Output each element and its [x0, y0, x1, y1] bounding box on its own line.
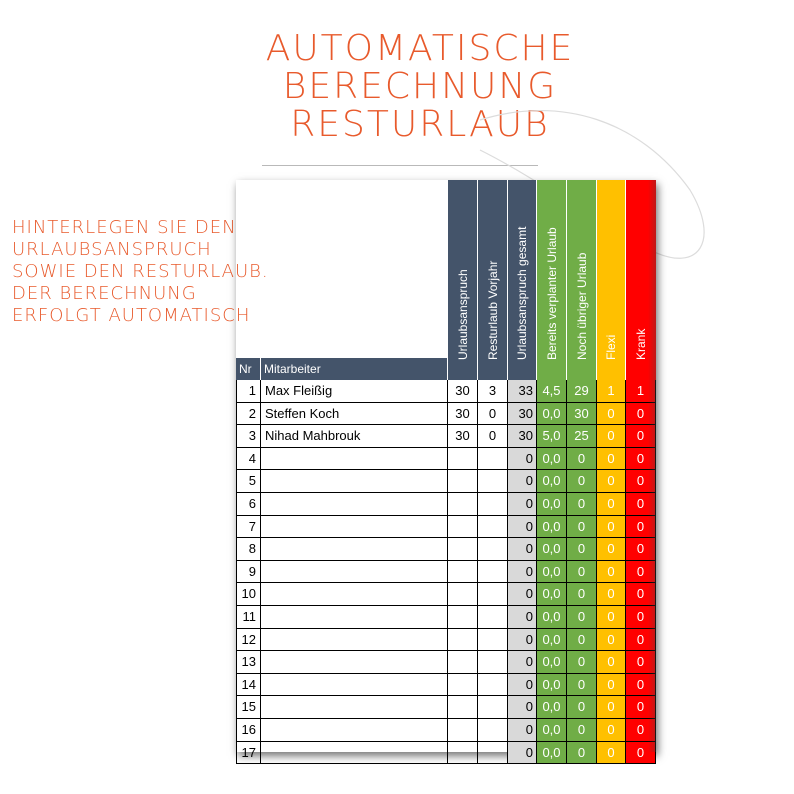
cell-flexi[interactable]: 0 [597, 606, 626, 629]
page-title [200, 30, 640, 144]
cell-resturlaub[interactable] [478, 742, 508, 765]
cell-verplant[interactable]: 0,0 [537, 538, 567, 561]
cell-mitarbeiter[interactable] [261, 606, 448, 629]
cell-gesamt[interactable]: 0 [508, 742, 537, 765]
cell-uebrig[interactable]: 0 [567, 538, 597, 561]
header-urlaubsanspruch-gesamt[interactable] [508, 180, 537, 380]
cell-resturlaub[interactable] [478, 629, 508, 652]
cell-urlaubsanspruch[interactable] [448, 674, 478, 697]
cell-urlaubsanspruch[interactable]: 30 [448, 380, 478, 403]
cell-krank[interactable]: 0 [626, 606, 656, 629]
cell-nr[interactable]: 5 [236, 470, 261, 493]
cell-verplant[interactable]: 0,0 [537, 606, 567, 629]
cell-nr[interactable]: 10 [236, 583, 261, 606]
cell-mitarbeiter[interactable] [261, 470, 448, 493]
cell-nr[interactable]: 16 [236, 719, 261, 742]
cell-verplant[interactable]: 0,0 [537, 651, 567, 674]
cell-gesamt[interactable]: 0 [508, 448, 537, 471]
title-line-1: AUTOMATISCHE [265, 28, 575, 69]
cell-krank[interactable]: 0 [626, 629, 656, 652]
cell-gesamt[interactable]: 0 [508, 538, 537, 561]
table-row [236, 651, 656, 674]
cell-nr[interactable]: 3 [236, 425, 261, 448]
cell-uebrig[interactable]: 30 [567, 403, 597, 426]
cell-flexi[interactable]: 0 [597, 674, 626, 697]
cell-gesamt[interactable]: 0 [508, 674, 537, 697]
header-resturlaub-vorjahr-label: Resturlaub Vorjahr [485, 260, 500, 360]
cell-krank[interactable]: 0 [626, 651, 656, 674]
cell-uebrig[interactable]: 0 [567, 493, 597, 516]
cell-flexi[interactable]: 0 [597, 696, 626, 719]
cell-gesamt[interactable]: 0 [508, 470, 537, 493]
table-row [236, 674, 656, 697]
cell-nr[interactable]: 4 [236, 448, 261, 471]
cell-krank[interactable]: 0 [626, 403, 656, 426]
cell-flexi[interactable]: 0 [597, 629, 626, 652]
description-line-5: ERFOLGT AUTOMATISCH [12, 305, 251, 326]
cell-flexi[interactable]: 0 [597, 470, 626, 493]
cell-krank[interactable]: 0 [626, 493, 656, 516]
cell-uebrig[interactable]: 0 [567, 674, 597, 697]
cell-krank[interactable]: 0 [626, 448, 656, 471]
cell-mitarbeiter[interactable] [261, 629, 448, 652]
header-flexi[interactable] [597, 180, 626, 380]
cell-resturlaub[interactable] [478, 651, 508, 674]
cell-krank[interactable]: 1 [626, 380, 656, 403]
cell-uebrig[interactable]: 29 [567, 380, 597, 403]
cell-verplant[interactable]: 0,0 [537, 674, 567, 697]
cell-krank[interactable]: 0 [626, 742, 656, 765]
cell-urlaubsanspruch[interactable] [448, 742, 478, 765]
cell-uebrig[interactable]: 0 [567, 448, 597, 471]
cell-mitarbeiter[interactable] [261, 674, 448, 697]
cell-urlaubsanspruch[interactable] [448, 538, 478, 561]
table-row [236, 696, 656, 719]
table-row [236, 448, 656, 471]
cell-mitarbeiter[interactable] [261, 742, 448, 765]
cell-nr[interactable]: 1 [236, 380, 261, 403]
cell-nr[interactable]: 7 [236, 516, 261, 539]
table-row [236, 516, 656, 539]
cell-gesamt[interactable]: 0 [508, 561, 537, 584]
header-noch-uebrig[interactable] [567, 180, 597, 380]
table-row [236, 629, 656, 652]
header-urlaubsanspruch-gesamt-label: Urlaubsanspruch gesamt [515, 226, 529, 360]
table-row [236, 719, 656, 742]
cell-gesamt[interactable]: 0 [508, 651, 537, 674]
cell-urlaubsanspruch[interactable] [448, 583, 478, 606]
cell-mitarbeiter[interactable] [261, 561, 448, 584]
cell-mitarbeiter[interactable] [261, 651, 448, 674]
cell-urlaubsanspruch[interactable] [448, 516, 478, 539]
cell-nr[interactable]: 6 [236, 493, 261, 516]
header-krank-label: Krank [634, 328, 648, 360]
cell-nr[interactable]: 2 [236, 403, 261, 426]
cell-gesamt[interactable]: 0 [508, 606, 537, 629]
cell-resturlaub[interactable] [478, 606, 508, 629]
header-mitarbeiter[interactable]: Mitarbeiter [261, 358, 448, 380]
description-line-3: SOWIE DEN RESTURLAUB. [12, 261, 269, 282]
cell-krank[interactable]: 0 [626, 425, 656, 448]
cell-resturlaub[interactable]: 3 [478, 380, 508, 403]
cell-uebrig[interactable]: 0 [567, 470, 597, 493]
table-row [236, 583, 656, 606]
cell-urlaubsanspruch[interactable] [448, 470, 478, 493]
cell-flexi[interactable]: 0 [597, 561, 626, 584]
title-line-3: RESTURLAUB [290, 104, 550, 145]
cell-mitarbeiter[interactable]: Max Fleißig [261, 380, 448, 403]
title-line-2: BERECHNUNG [282, 66, 558, 107]
cell-nr[interactable]: 9 [236, 561, 261, 584]
vacation-spreadsheet [236, 180, 656, 760]
cell-mitarbeiter[interactable] [261, 696, 448, 719]
cell-mitarbeiter[interactable] [261, 583, 448, 606]
cell-verplant[interactable]: 0,0 [537, 742, 567, 765]
header-urlaubsanspruch-label: Urlaubsanspruch [455, 269, 470, 360]
cell-resturlaub[interactable] [478, 470, 508, 493]
table-row [236, 380, 656, 403]
table-row [236, 403, 656, 426]
cell-verplant[interactable]: 0,0 [537, 448, 567, 471]
cell-verplant[interactable]: 4,5 [537, 380, 567, 403]
header-bereits-verplant[interactable] [537, 180, 567, 380]
header-nr[interactable]: Nr [236, 358, 261, 380]
cell-urlaubsanspruch[interactable] [448, 448, 478, 471]
cell-krank[interactable]: 0 [626, 719, 656, 742]
cell-mitarbeiter[interactable] [261, 493, 448, 516]
table-row [236, 425, 656, 448]
cell-verplant[interactable]: 0,0 [537, 629, 567, 652]
cell-uebrig[interactable]: 0 [567, 606, 597, 629]
cell-flexi[interactable]: 0 [597, 493, 626, 516]
cell-verplant[interactable]: 0,0 [537, 493, 567, 516]
cell-gesamt[interactable]: 0 [508, 719, 537, 742]
cell-nr[interactable]: 14 [236, 674, 261, 697]
cell-mitarbeiter[interactable] [261, 719, 448, 742]
cell-gesamt[interactable]: 30 [508, 425, 537, 448]
table-row [236, 742, 656, 765]
cell-resturlaub[interactable]: 0 [478, 403, 508, 426]
cell-gesamt[interactable]: 0 [508, 583, 537, 606]
cell-krank[interactable]: 0 [626, 470, 656, 493]
cell-mitarbeiter[interactable]: Steffen Koch [261, 403, 448, 426]
cell-resturlaub[interactable] [478, 674, 508, 697]
cell-flexi[interactable]: 1 [597, 380, 626, 403]
cell-flexi[interactable]: 0 [597, 538, 626, 561]
cell-urlaubsanspruch[interactable] [448, 719, 478, 742]
cell-flexi[interactable]: 0 [597, 425, 626, 448]
cell-resturlaub[interactable] [478, 516, 508, 539]
cell-urlaubsanspruch[interactable] [448, 629, 478, 652]
header-resturlaub-vorjahr[interactable] [478, 180, 508, 380]
cell-nr[interactable]: 11 [236, 606, 261, 629]
cell-nr[interactable]: 13 [236, 651, 261, 674]
cell-krank[interactable]: 0 [626, 583, 656, 606]
cell-krank[interactable]: 0 [626, 696, 656, 719]
cell-urlaubsanspruch[interactable] [448, 606, 478, 629]
header-flexi-label: Flexi [604, 334, 618, 360]
sheet-edge-shadow [648, 180, 656, 752]
cell-mitarbeiter[interactable]: Nihad Mahbrouk [261, 425, 448, 448]
cell-urlaubsanspruch[interactable] [448, 651, 478, 674]
cell-verplant[interactable]: 0,0 [537, 470, 567, 493]
cell-gesamt[interactable]: 0 [508, 629, 537, 652]
cell-urlaubsanspruch[interactable] [448, 493, 478, 516]
cell-resturlaub[interactable] [478, 561, 508, 584]
cell-mitarbeiter[interactable] [261, 538, 448, 561]
cell-gesamt[interactable]: 0 [508, 493, 537, 516]
cell-flexi[interactable]: 0 [597, 651, 626, 674]
cell-flexi[interactable]: 0 [597, 583, 626, 606]
cell-uebrig[interactable]: 0 [567, 516, 597, 539]
header-noch-uebrig-label: Noch übriger Urlaub [574, 252, 589, 360]
header-urlaubsanspruch[interactable] [448, 180, 478, 380]
cell-flexi[interactable]: 0 [597, 719, 626, 742]
cell-gesamt[interactable]: 0 [508, 696, 537, 719]
cell-flexi[interactable]: 0 [597, 742, 626, 765]
cell-nr[interactable]: 12 [236, 629, 261, 652]
cell-flexi[interactable]: 0 [597, 516, 626, 539]
cell-mitarbeiter[interactable] [261, 516, 448, 539]
cell-resturlaub[interactable]: 0 [478, 425, 508, 448]
table-row [236, 606, 656, 629]
title-divider [262, 165, 538, 166]
cell-resturlaub[interactable] [478, 493, 508, 516]
cell-gesamt[interactable]: 0 [508, 516, 537, 539]
cell-krank[interactable]: 0 [626, 561, 656, 584]
cell-uebrig[interactable]: 0 [567, 696, 597, 719]
cell-verplant[interactable]: 0,0 [537, 516, 567, 539]
cell-nr[interactable]: 8 [236, 538, 261, 561]
cell-uebrig[interactable]: 0 [567, 561, 597, 584]
cell-flexi[interactable]: 0 [597, 403, 626, 426]
cell-gesamt[interactable]: 33 [508, 380, 537, 403]
header-bereits-verplant-label: Bereits verplanter Urlaub [544, 227, 559, 360]
cell-krank[interactable]: 0 [626, 538, 656, 561]
cell-krank[interactable]: 0 [626, 674, 656, 697]
description-line-4: DER BERECHNUNG [12, 283, 197, 304]
cell-verplant[interactable]: 0,0 [537, 719, 567, 742]
description-line-2: URLAUBSANSPRUCH [12, 239, 212, 260]
cell-resturlaub[interactable] [478, 583, 508, 606]
cell-uebrig[interactable]: 0 [567, 742, 597, 765]
cell-verplant[interactable]: 0,0 [537, 696, 567, 719]
cell-verplant[interactable]: 5,0 [537, 425, 567, 448]
cell-gesamt[interactable]: 30 [508, 403, 537, 426]
cell-resturlaub[interactable] [478, 696, 508, 719]
cell-nr[interactable]: 15 [236, 696, 261, 719]
cell-verplant[interactable]: 0,0 [537, 583, 567, 606]
cell-resturlaub[interactable] [478, 448, 508, 471]
cell-urlaubsanspruch[interactable]: 30 [448, 425, 478, 448]
cell-uebrig[interactable]: 0 [567, 651, 597, 674]
table-row [236, 493, 656, 516]
cell-krank[interactable]: 0 [626, 516, 656, 539]
cell-urlaubsanspruch[interactable] [448, 561, 478, 584]
cell-verplant[interactable]: 0,0 [537, 403, 567, 426]
cell-flexi[interactable]: 0 [597, 448, 626, 471]
cell-urlaubsanspruch[interactable] [448, 696, 478, 719]
cell-urlaubsanspruch[interactable]: 30 [448, 403, 478, 426]
cell-mitarbeiter[interactable] [261, 448, 448, 471]
cell-resturlaub[interactable] [478, 719, 508, 742]
cell-uebrig[interactable]: 0 [567, 583, 597, 606]
cell-resturlaub[interactable] [478, 538, 508, 561]
description-line-1: HINTERLEGEN SIE DEN [12, 217, 237, 238]
table-row [236, 561, 656, 584]
table-row [236, 538, 656, 561]
cell-verplant[interactable]: 0,0 [537, 561, 567, 584]
cell-uebrig[interactable]: 0 [567, 629, 597, 652]
cell-uebrig[interactable]: 0 [567, 719, 597, 742]
cell-nr[interactable]: 17 [236, 742, 261, 765]
cell-uebrig[interactable]: 25 [567, 425, 597, 448]
table-row [236, 470, 656, 493]
